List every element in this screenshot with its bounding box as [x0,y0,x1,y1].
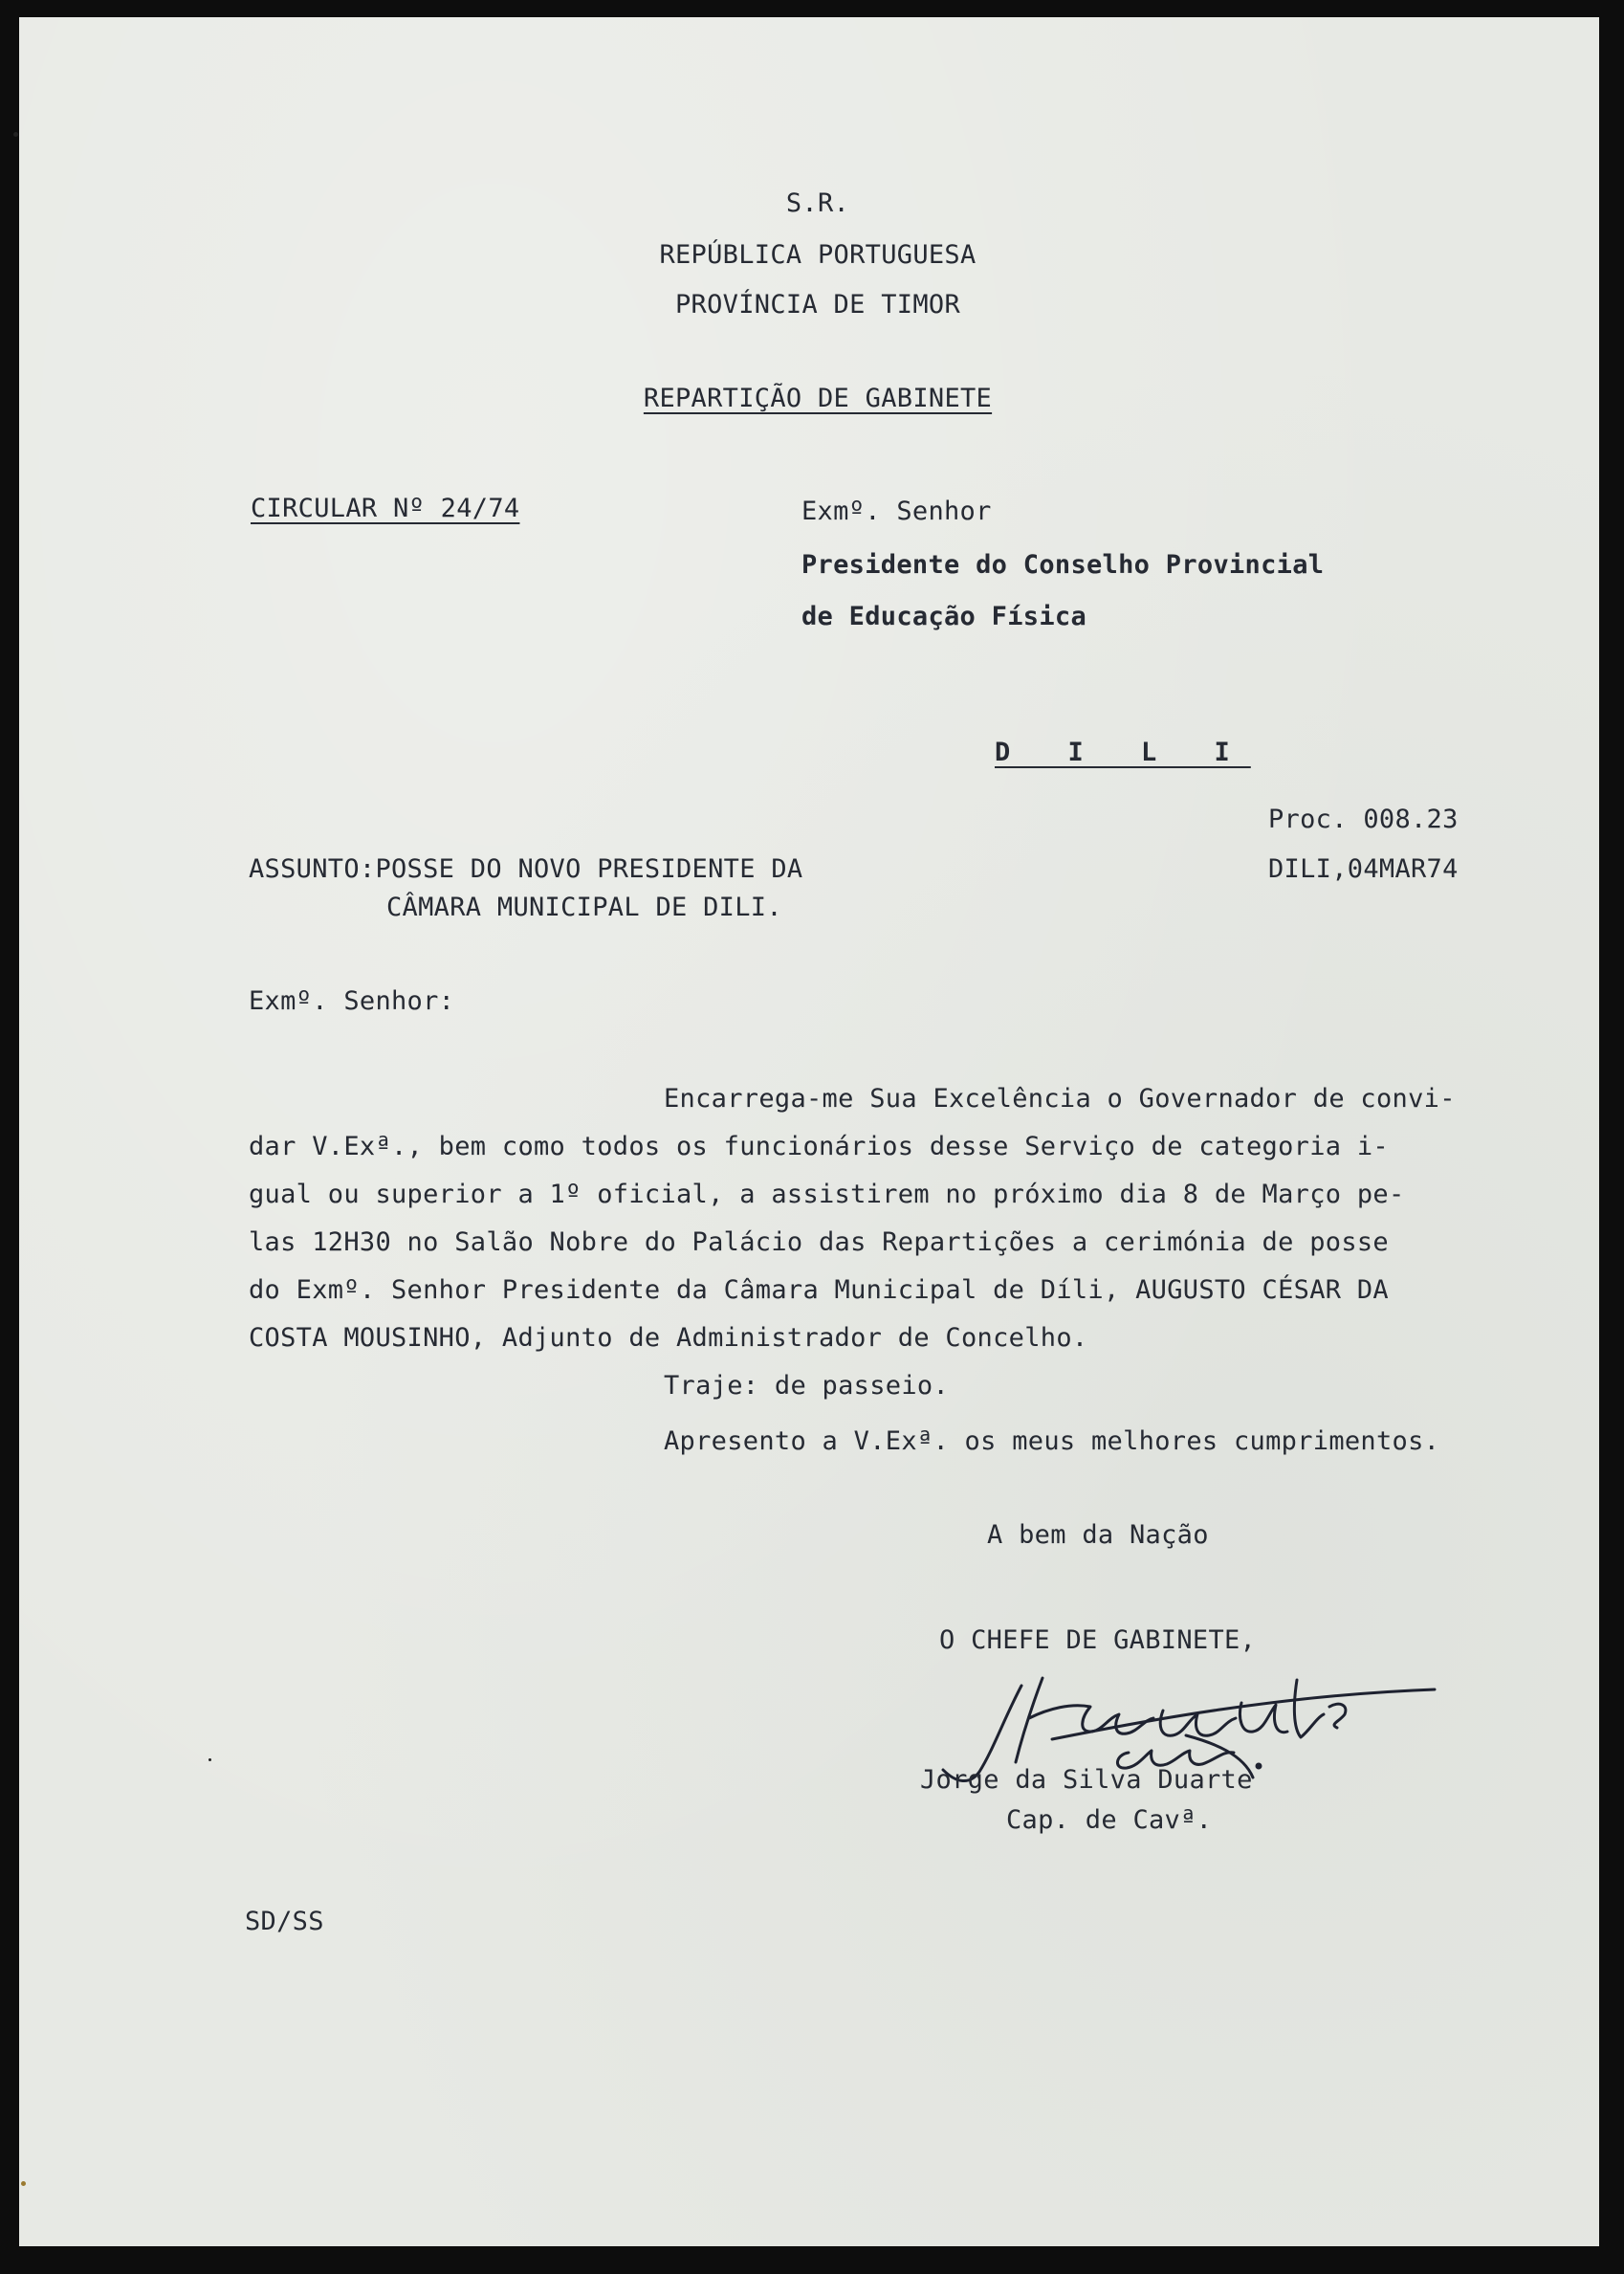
header-province: PROVÍNCIA DE TIMOR [675,290,960,320]
scan-speck [21,2181,26,2186]
body-line-4: las 12H30 no Salão Nobre do Palácio das Repartições a cerimónia de posse [249,1227,1389,1257]
reference-proc: Proc. 008.23 [1268,805,1459,834]
document-page [19,17,1599,2246]
signer-rank: Cap. de Cavª. [1006,1805,1213,1835]
scan-speck [208,1758,211,1761]
addressee-salutation: Exmº. Senhor [801,497,992,526]
header-department: REPARTIÇÃO DE GABINETE [643,384,993,413]
signer-name: Jorge da Silva Duarte [920,1765,1253,1795]
greeting: Exmº. Senhor: [249,986,455,1016]
header-sr: S.R. [785,188,850,218]
header-republic: REPÚBLICA PORTUGUESA [659,240,977,270]
reference-date: DILI,04MAR74 [1268,854,1459,884]
addressee-city: D I L I [995,738,1251,767]
closing-title: O CHEFE DE GABINETE, [939,1625,1257,1655]
subject-line1: ASSUNTO:POSSE DO NOVO PRESIDENTE DA [249,854,803,884]
addressee-line2: de Educação Física [801,602,1086,631]
body-line-2: dar V.Exª., bem como todos os funcionários desse Serviço de categoria i- [249,1132,1389,1161]
dress-code: Traje: de passeio. [664,1371,949,1401]
addressee-line1: Presidente do Conselho Provincial [801,550,1325,580]
subject-line2: CÂMARA MUNICIPAL DE DILI. [386,893,782,922]
body-line-5: do Exmº. Senhor Presidente da Câmara Municipal de Díli, AUGUSTO CÉSAR DA [249,1275,1389,1305]
body-line-3: gual ou superior a 1º oficial, a assistirem no próximo dia 8 de Março pe- [249,1180,1405,1209]
scan-speck [13,132,18,137]
circular-number: CIRCULAR Nº 24/74 [251,494,520,523]
regards: Apresento a V.Exª. os meus melhores cumprimentos. [664,1426,1440,1456]
closing-motto: A bem da Nação [987,1520,1209,1550]
body-line-6: COSTA MOUSINHO, Adjunto de Administrador de Concelho. [249,1323,1088,1353]
body-line-1: Encarrega-me Sua Excelência o Governador de convi- [664,1084,1456,1114]
footer-initials: SD/SS [245,1907,324,1936]
